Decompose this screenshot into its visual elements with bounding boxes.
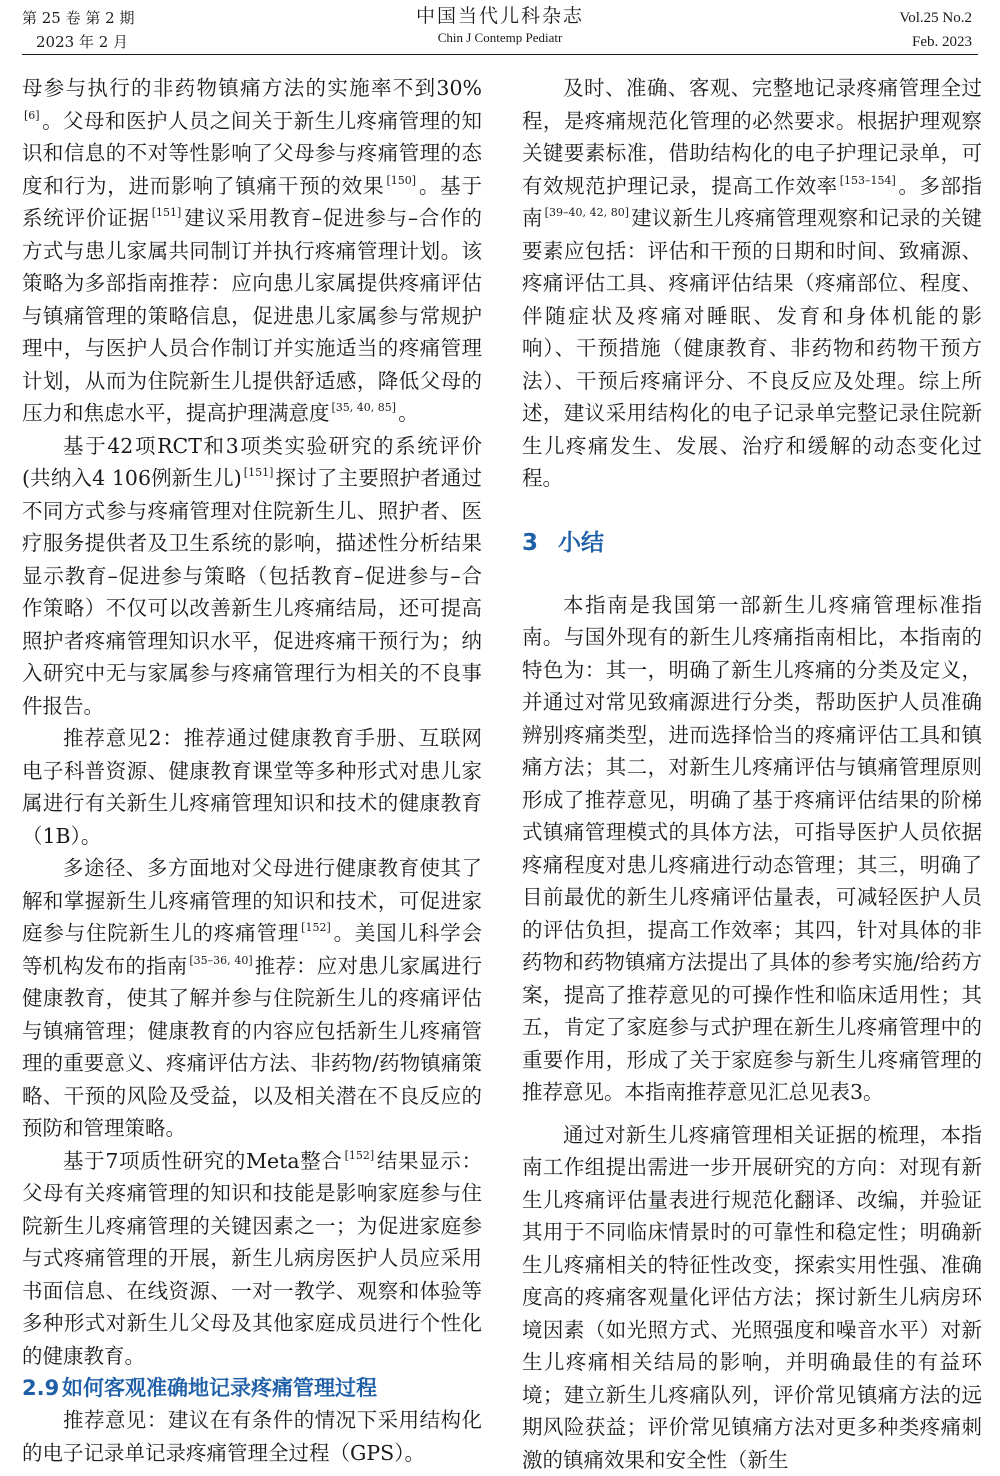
- left-column: [22, 72, 482, 1469]
- citation[interactable]: [150]: [386, 173, 417, 187]
- section-title: 如何客观准确地记录疼痛管理过程: [62, 1376, 377, 1400]
- right-column: [522, 72, 982, 1476]
- citation[interactable]: [35, 40, 85]: [331, 401, 397, 414]
- recommendation-2: 推荐意见2：推荐通过健康教育手册、互联网电子科普资源、健康教育课堂等多种形式对患儿家属进行有关新生儿疼痛管理知识和技术的健康教育（1B）。: [22, 726, 482, 848]
- section-title: 小结: [558, 529, 604, 556]
- paragraph: 多途径、多方面地对父母进行健康教育使其了解和掌握新生儿疼痛管理的知识和技术，可促进家庭参与住院新生儿的疼痛管理 [152]。美国儿科学会等机构发布的指南 [35–36, 40]推荐：应对患儿家属进行健康教育，使其了解并参与住院新生儿的疼痛评估与镇痛管理；健康教育的内容应包括新生儿疼痛管理的重要意义、疼痛评估方法、非药物/药物镇痛策略、干预的风险及受益，以及相关潜在不良反应的预防和管理策略。: [22, 856, 483, 1140]
- date-en: Feb. 2023: [912, 34, 972, 50]
- citation[interactable]: [35–36, 40]: [189, 953, 253, 967]
- volume-issue-cn: 第 25 卷 第 2 期: [22, 9, 135, 27]
- paragraph: 通过对新生儿疼痛管理相关证据的梳理，本指南工作组提出需进一步开展研究的方向：对现有新生儿疼痛评估量表进行规范化翻译、改编，并验证其用于不同临床情景时的可靠性和稳定性；明确新生儿疼痛相关的特征性改变，探索实用性强、准确度高的疼痛客观量化评估方法；探讨新生儿病房环境因素（如光照方式、光照强度和噪音水平）对新生儿疼痛相关结局的影响，并明确最佳的有益环境；建立新生儿疼痛队列，评价常见镇痛方法的远期风险获益；评价常见镇痛方法对更多种类疼痛刺激的镇痛效果和安全性（新生: [522, 1122, 982, 1472]
- header-rule: [22, 54, 978, 55]
- citation[interactable]: [151]: [151, 206, 182, 219]
- citation[interactable]: [152]: [344, 1148, 375, 1162]
- paragraph: 基于42项RCT和3项类实验研究的系统评价(共纳入4 106例新生儿) [151]探讨了主要照护者通过不同方式参与疼痛管理对住院新生儿、照护者、医疗服务提供者及卫生系统的影响，描述性分析结果显示教育–促进参与策略（包括教育–促进参与–合作策略）不仅可以改善新生儿疼痛结局，还可提高照护者疼痛管理知识水平，促进疼痛干预行为；纳入研究中无与家属参与疼痛管理行为相关的不良事件报告。: [22, 433, 482, 718]
- paragraph: 基于7项质性研究的Meta整合 [152]结果显示：父母有关疼痛管理的知识和技能是影响家庭参与住院新生儿疼痛管理的关键因素之一；为促进家庭参与式疼痛管理的开展，新生儿病房医护人员应采用书面信息、在线资源、一对一教学、观察和体验等多种形式对新生儿父母及其他家庭成员进行个性化的健康教育。: [22, 1148, 483, 1368]
- recommendation: 推荐意见：建议在有条件的情况下采用结构化的电子记录单记录疼痛管理全过程（GPS）。: [22, 1408, 482, 1465]
- citation[interactable]: [151]: [243, 466, 274, 479]
- citation[interactable]: [6]: [24, 108, 40, 122]
- date-cn: 2023 年 2 月: [36, 33, 129, 51]
- header-right: [899, 6, 972, 54]
- journal-title-en: Chin J Contemp Pediatr: [437, 30, 563, 45]
- paragraph: 及时、准确、客观、完整地记录疼痛管理全过程，是疼痛规范化管理的必然要求。根据护理观察关键要素标准，借助结构化的电子护理记录单，可有效规范护理记录，提高工作效率 [153–154]。多部指南 [39–40, 42, 80]建议新生儿疼痛管理观察和记录的关键要素应包括：评估和干预的日期和时间、致痛源、疼痛评估工具、疼痛评估结果（疼痛部位、程度、伴随症状及疼痛对睡眠、发育和身体机能的影响）、干预措施（健康教育、非药物和药物干预方法）、干预后疼痛评分、不良反应及处理。综上所述，建议采用结构化的电子记录单完整记录住院新生儿疼痛发生、发展、治疗和缓解的动态变化过程。: [522, 76, 983, 490]
- section-number: 2.9: [22, 1376, 60, 1400]
- paragraph: 母参与执行的非药物镇痛方法的实施率不到30%[6]。父母和医护人员之间关于新生儿疼痛管理的知识和信息的不对等性影响了父母参与疼痛管理的态度和行为，进而影响了镇痛干预的效果 [150]。基于系统评价证据 [151]建议采用教育–促进参与–合作的方式与患儿家属共同制订并执行疼痛管理计划。该策略为多部指南推荐：应向患儿家属提供疼痛评估与镇痛管理的策略信息，促进患儿家属参与常规护理中，与医护人员合作制订并实施适当的疼痛管理计划，从而为住院新生儿提供舒适感，降低父母的压力和焦虑水平，提高护理满意度 [35, 40, 85]。: [22, 76, 483, 425]
- volume-issue-en: Vol.25 No.2: [899, 10, 972, 26]
- paragraph: 本指南是我国第一部新生儿疼痛管理标准指南。与国外现有的新生儿疼痛指南相比，本指南的特色为：其一，明确了新生儿疼痛的分类及定义，并通过对常见致痛源进行分类，帮助医护人员准确辨别疼痛类型，进而选择恰当的疼痛评估工具和镇痛方法；其二，对新生儿疼痛评估与镇痛管理原则形成了推荐意见，明确了基于疼痛评估结果的阶梯式镇痛管理模式的具体方法，可指导医护人员依据疼痛程度对患儿疼痛进行动态管理；其三，明确了目前最优的新生儿疼痛评估量表，可减轻医护人员的评估负担，提高工作效率；其四，针对具体的非药物和药物镇痛方法提出了具体的参考实施/给药方案，提高了推荐意见的可操作性和临床适用性；其五，肯定了家庭参与式护理在新生儿疼痛管理中的重要作用，形成了关于家庭参与新生儿疼痛管理的推荐意见。本指南推荐意见汇总见表3。: [522, 592, 982, 1104]
- section-number: 3: [522, 529, 539, 556]
- header-left: [22, 6, 134, 54]
- citation[interactable]: [152]: [301, 921, 331, 934]
- citation[interactable]: [153–154]: [839, 173, 896, 187]
- citation[interactable]: [39–40, 42, 80]: [544, 206, 630, 219]
- header-center: [300, 4, 700, 48]
- section-heading-2-9: [22, 1372, 482, 1404]
- page-header: [0, 0, 1000, 56]
- section-heading-3: [522, 527, 982, 559]
- journal-title-cn: 中国当代儿科杂志: [415, 5, 584, 27]
